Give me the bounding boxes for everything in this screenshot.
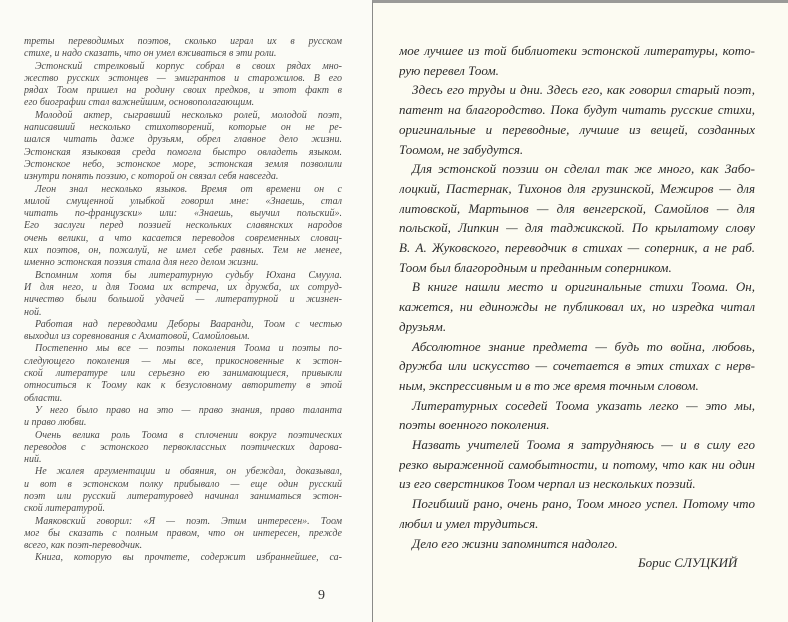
text-line: лоцкий, Пастернак, Тихонов для грузинской, Межиров — для [399,180,755,196]
text-line: ской литературе или серьезно ею занимающиеся, привыкли [24,368,342,380]
text-line: рую перевел Тоом. [399,62,499,78]
text-line: дружба или искусство — сочетается в этих стихах с нерв- [399,358,755,374]
text-line: милой смущенной улыбкой говорил мне: «Знаешь, стал [24,195,342,207]
text-line: выходил из соревнования с Ахматовой, Самойловым. [24,331,250,343]
text-line: Постепенно мы все — поэты поколения Тоома и поэты по- [35,343,342,355]
text-line: литовской, Мартынов — для венгерской, Самойлов — для [399,200,755,216]
text-line: И для него, и для Тоома их встреча, их дружба, их сотруд- [24,281,342,293]
text-line: мог бы сказать с полным правом, что он интересен, прежде [24,527,342,539]
text-line: Тоомом, не забудутся. [399,141,524,157]
text-line: изнутри понять поэзию, с которой он связал себя навсегда. [24,171,279,183]
text-line: рядах Тоом пришел на родину своих предков, и этот факт в [24,85,342,97]
text-line: области. [24,392,63,404]
text-line: поэт или русский литературовед начинал заниматься эстон- [24,490,342,502]
text-line: Его заслуги перед поэзией нескольких славянских народов [24,220,342,232]
text-line: В книге нашли место и оригинальные стихи Тоома. Он, [412,279,755,295]
text-line: переводов с эстонского первоклассных поэтических дарова- [24,441,342,453]
text-line: Эстонское небо, эстонское море, эстонская земля позволили [24,158,342,170]
text-line: ничество были большой удачей — литературной и жизнен- [24,294,342,306]
text-line: кажется, ни единожды не публиковал их, но изредка читал [399,299,755,315]
text-line: шался читать даже друзьям, обрел главное дело жизни. [24,134,342,146]
text-line: и право любви. [24,417,87,429]
text-line: и вот в эстонском полку прибывало — еще один русский [24,478,342,490]
text-line: Леон знал несколько языков. Время от времени он с [35,183,342,195]
text-line: В. А. Жуковского, переводчик в стихах — соперник, а не раб. [399,240,755,256]
text-line: его биографии стал важнейшим, основополагающим. [24,97,255,109]
text-line: всего, как поэт-переводчик. [24,540,143,552]
text-line: очень велики, а что касается переводов современных словац- [24,232,342,244]
text-line: ным, экспрессивным и в то же время точным словом. [399,377,699,393]
text-line: У него было право на это — право знания, право таланта [35,404,342,416]
text-line: Книга, которую вы прочтете, содержит избраннейшее, са- [35,552,342,564]
text-line: Погибший рано, очень рано, Тоом много успел. Потому что [412,496,755,512]
text-line: Эстонский стрелковый корпус собрал в своих рядах мно- [35,60,342,72]
text-line: написавший несколько стихотворений, которые он не ре- [24,122,342,134]
text-line: ний. [24,454,42,466]
text-line: патент на благородство. Пока будут читать русские стихи, [399,102,755,118]
text-line: из его сверстников Тоом черпал из нескольких поэзий. [399,476,696,492]
text-line: Молодой актер, сыгравший несколько ролей, молодой поэт, [35,109,342,121]
page-number: 9 [318,588,325,603]
text-line: резко выраженной самобытности, и потому, что как ни один [399,456,755,472]
text-line: мое лучшее из той библиотеки эстонской литературы, кото- [399,43,755,58]
text-line: Маяковский говорил: «Я — поэт. Этим интересен». Тоом [35,515,342,527]
right-page-text [399,41,755,553]
text-line: поэты военного поколения. [399,417,550,433]
text-line: Для эстонской поэзии он сделал так же много, как Забо- [412,161,755,177]
text-line: друзьям. [399,318,447,334]
text-line: Здесь его труды и дни. Здесь его, как говорил старый поэт, [412,82,755,98]
text-line: ной. [24,306,42,318]
text-line: Литературных соседей Тоома указать легко — это мы, [412,397,755,413]
text-line: Вспомним хотя бы литературную судьбу Юхана Смуула. [35,269,342,281]
text-line: Очень велика роль Тоома в сплочении вокруг поэтических [35,429,342,441]
text-line: любил и умел трудиться. [399,515,539,531]
text-line: Тоом был благородным и преданным соперником. [399,259,672,275]
author-signature: Борис СЛУЦКИЙ [638,555,738,570]
left-page-text [24,36,342,565]
text-line: Эстонская языковая среда помогла быстро овладеть языком. [24,146,342,158]
text-line: следующего поколения — мы все, прикосновенные к эстон- [24,355,342,367]
text-line: жество русских эстонцев — эмигрантов и старожилов. В его [24,72,342,84]
text-line: читать по-французски» или: «Знаешь, выучил польский». [24,208,342,220]
right-page [372,0,788,622]
text-line: оригинальные и переводные, лучшие из вещей, созданных [399,121,755,137]
text-line: относиться к Тоому как к безусловному авторитету в этой [24,380,342,392]
text-line: Абсолютное знание предмета — будь то война, любовь, [412,338,755,354]
text-line: Работая над переводами Деборы Вааранди, Тоом с честью [35,318,342,330]
left-page [0,0,372,622]
text-line: Назвать учителей Тоома я затрудняюсь — и в силу его [412,437,755,453]
text-line: ких поэтов, он, пожалуй, не имел себе равных. Тем не менее, [24,245,342,257]
text-line: именно эстонская поэзия стала для него делом жизни. [24,257,259,269]
text-line: ской литературой. [24,503,106,515]
text-line: стихе, и надо сказать, что он умел вживаться в эти роли. [24,48,277,60]
text-line: Дело его жизни запомнится надолго. [412,535,618,551]
text-line: польской, Липкин — для таджикской. По крылатому слову [399,220,755,236]
text-line: треты переводимых поэтов, сколько играл их в русском [24,36,342,47]
text-line: Не жалея аргументации и обаяния, он убеждал, доказывал, [35,466,342,478]
